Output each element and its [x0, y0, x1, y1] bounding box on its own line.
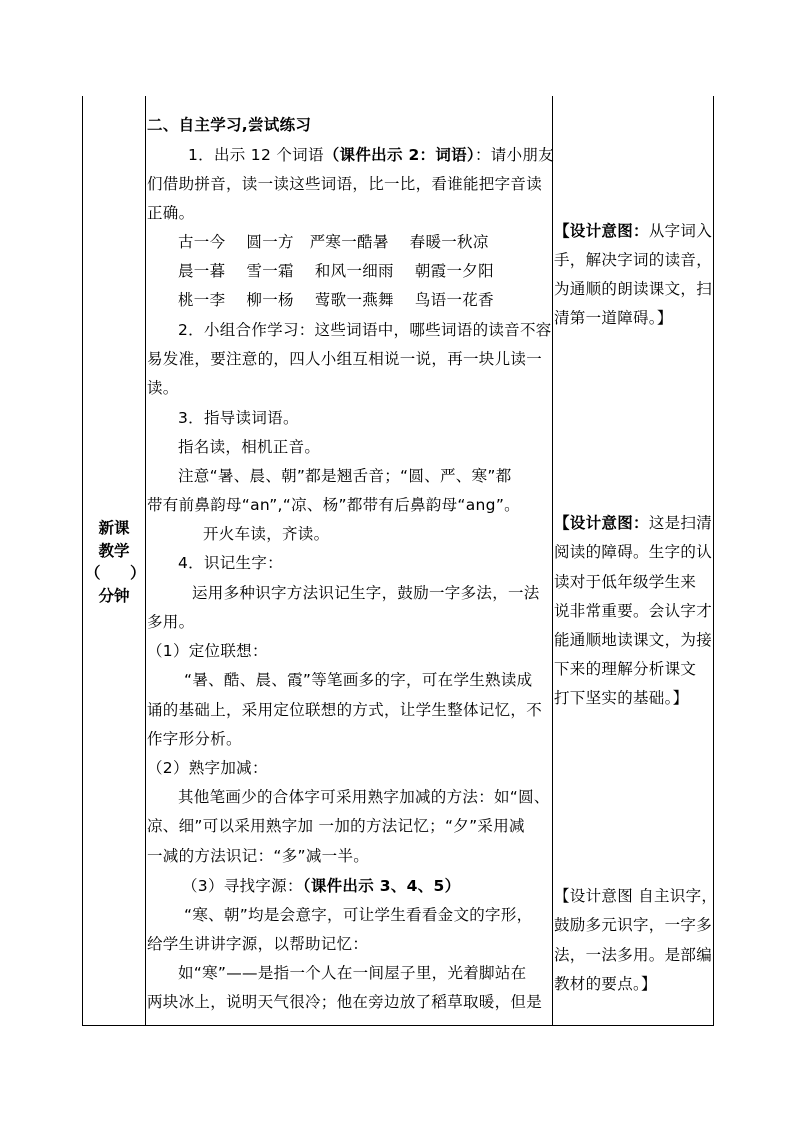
- step-3-b-line1: 注意“暑、晨、朝”都是翘舌音；“圆、严、寒”都: [178, 467, 512, 485]
- design-note-1-line1: [554, 221, 712, 241]
- step-1-intro: 1．出示 12 个词语: [188, 146, 324, 164]
- design-note-1-line4: 清第一道障碍。】: [554, 309, 673, 327]
- step-3-c: 开火车读，齐读。: [203, 525, 330, 543]
- method-2-title: （2）熟字加减：: [147, 759, 268, 777]
- table-divider-2: [552, 96, 553, 1026]
- table-border-bottom: [82, 1025, 714, 1026]
- design-note-2-line7: 打下坚实的基础。】: [554, 689, 689, 707]
- method-1-line1: “暑、酷、晨、霞”等笔画多的字，可在学生熟读成: [184, 671, 533, 689]
- design-note-2-line5: 能通顺地读课文，为接: [554, 631, 713, 649]
- step-1-line2: 们借助拼音，读一读这些词语，比一比，看谁能把字音读: [147, 175, 543, 193]
- step-3-b-line2: 带有前鼻韵母“an”,“凉、杨”都带有后鼻韵母“ang”。: [147, 496, 520, 514]
- section-heading: 二、自主学习,尝试练习: [147, 116, 312, 134]
- method-2-line3: 一减的方法识记：“多”减一半。: [147, 847, 370, 865]
- method-2-line1: 其他笔画少的合体字可采用熟字加减的方法：如“圆、: [178, 788, 550, 806]
- table-border-left: [82, 96, 83, 1026]
- design-note-3-line4: 教材的要点。】: [554, 975, 657, 993]
- step-2-line2: 易发准，要注意的，四人小组互相说一说，再一块儿读一: [147, 350, 543, 368]
- method-3-label: （3）寻找字源：: [182, 877, 303, 895]
- duration-paren-open: （: [85, 564, 101, 582]
- step-4-a-line1: 运用多种识字方法识记生字，鼓励一字多法，一法: [192, 584, 540, 602]
- design-note-2-line6: 下来的理解分析课文: [554, 660, 697, 678]
- step-2-line3: 读。: [147, 379, 179, 397]
- design-note-2-line2: 阅读的障碍。生字的认: [554, 543, 713, 561]
- design-note-1-line2: 手，解决字词的读音，: [554, 251, 713, 269]
- design-note-2-line3: 读对于低年级学生来: [554, 573, 697, 591]
- method-3-line3: 如“寒”——是指一个人在一间屋子里，光着脚站在: [178, 964, 527, 982]
- method-3-line2: 给学生讲讲字源，以帮助记忆：: [147, 935, 369, 953]
- step-1-tail: ：请小朋友: [474, 146, 554, 164]
- section-title-line2: 教学: [98, 542, 130, 560]
- method-1-title: （1）定位联想：: [147, 642, 268, 660]
- design-note-1-line3: 为通顺的朗读课文，扫: [554, 280, 713, 298]
- design-note-1-text: 从字词入: [648, 222, 713, 240]
- design-note-2-label: 【设计意图：: [554, 514, 649, 532]
- method-3-title: [182, 876, 460, 896]
- method-3-line4: 两块冰上，说明天气很冷；他在旁边放了稻草取暖，但是: [147, 993, 543, 1011]
- design-note-2-line1: [554, 513, 712, 533]
- method-2-line2: 凉、细”可以采用熟字加 一加的方法记忆；“夕”采用减: [147, 817, 525, 835]
- design-note-1-label: 【设计意图：: [554, 222, 649, 240]
- step-3-a: 指名读，相机正音。: [178, 438, 321, 456]
- duration-unit: 分钟: [98, 587, 130, 605]
- method-3-line1: “寒、朝”均是会意字，可让学生看看金文的字形，: [184, 906, 533, 924]
- step-2-line1: 2．小组合作学习：这些词语中，哪些词语的读音不容: [178, 321, 552, 339]
- word-row-2: 晨一暮 雪一霜 和风一细雨 朝霞一夕阳: [178, 262, 494, 280]
- step-1-line3: 正确。: [147, 204, 195, 222]
- method-1-line3: 作字形分析。: [147, 730, 242, 748]
- section-title-line1: 新课: [98, 519, 130, 537]
- design-note-3-line1: 【设计意图 自主识字，: [554, 887, 718, 905]
- step-1-line1: [188, 145, 554, 165]
- design-note-3-line3: 法，一法多用。是部编: [554, 946, 713, 964]
- word-row-3: 桃一李 柳一杨 莺歌一燕舞 鸟语一花香: [178, 291, 494, 309]
- table-divider-1: [145, 96, 146, 1026]
- duration-paren-close: ）: [130, 564, 146, 582]
- step-4: 4．识记生字：: [178, 554, 283, 572]
- design-note-3-line2: 鼓励多元识字，一字多: [554, 916, 713, 934]
- step-4-a-line2: 多用。: [147, 613, 195, 631]
- design-note-2-text: 这是扫清: [648, 514, 713, 532]
- step-3: 3．指导读词语。: [178, 409, 299, 427]
- courseware-ref-345: （课件出示 3、4、5）: [302, 877, 461, 895]
- design-note-2-line4: 说非常重要。会认字才: [554, 602, 713, 620]
- courseware-ref-2: （课件出示 2：词语）: [323, 146, 475, 164]
- word-row-1: 古一今 圆一方 严寒一酷暑 春暖一秋凉: [178, 233, 489, 251]
- method-1-line2: 诵的基础上，采用定位联想的方式，让学生整体记忆，不: [147, 701, 543, 719]
